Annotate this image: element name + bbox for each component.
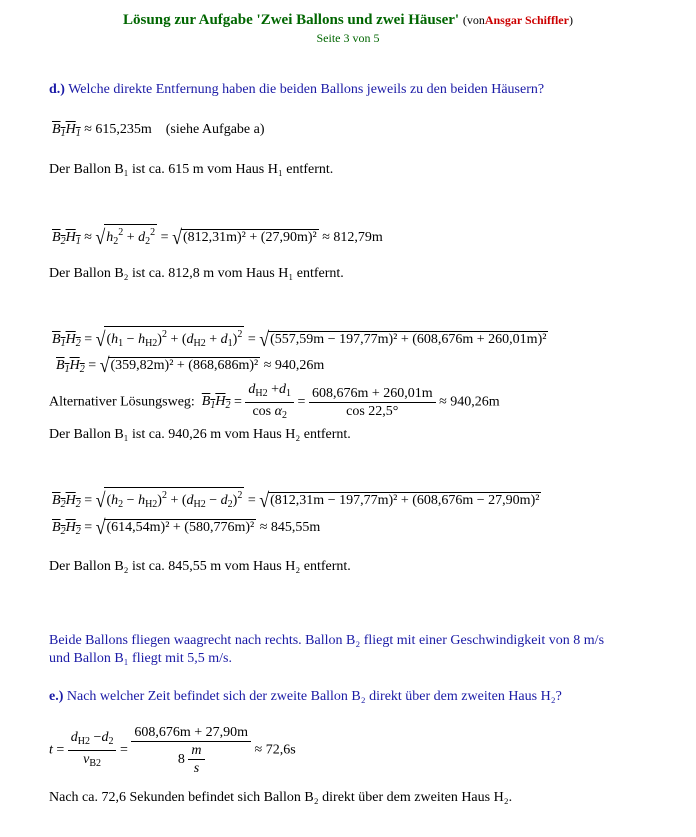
alternative-fraction-numeric: $\frac{608,676m + 260,01m}{\cos 22,5^\circ}$ (309, 385, 436, 420)
result-text-2: Der Ballon B₂ ist ca. 812,8 m vom Haus H₁ entfernt. (49, 266, 344, 281)
result-text-1: Der Ballon B₁ ist ca. 615 m vom Haus H₁ entfernt. (49, 162, 334, 177)
equation-b1h1: $B_1H_1 \approx 615,235m$ (siehe Aufgabe a) (52, 122, 265, 139)
equation-b1h1-value: ≈ 615,235m (84, 122, 152, 137)
question-d-text: Welche direkte Entfernung haben die beiden Ballons jeweils zu den beiden Häusern? (68, 82, 545, 97)
alternative-label: Alternativer Lösungsweg: (49, 394, 195, 410)
equation-b2h2-radicand-2: (614,54m)² + (580,776m)² (106, 520, 255, 535)
equation-time-fraction-numeric: 608,676m + 27,90m 8 $\frac{m}{s}$ (131, 724, 251, 777)
page-number: Seite 3 von 5 (316, 31, 380, 45)
result-text-4: Der Ballon B₂ ist ca. 845,55 m vom Haus H₂ entfernt. (49, 559, 351, 574)
equation-time-fraction-symbolic: $\frac{d_{H2} -d_2}{v_{B2}}$ (68, 729, 117, 772)
page-title (0, 12, 696, 29)
alternative-result: ≈ 940,26m (439, 394, 500, 410)
equation-b2h1: $B_2H_1 \approx √h_2^2 + d_2^2 = √(812,31m)^2 + (27,90m)^2 \approx 812,79m$ (52, 225, 383, 249)
equation-b2h1-radicand: (812,31m)² + (27,90m)² (182, 230, 317, 245)
title-text: Lösung zur Aufgabe 'Zwei Ballons und zwei Häuser' (123, 12, 460, 28)
question-e-text: Nach welcher Zeit befindet sich der zweite Ballon B₂ direkt über dem zweiten Haus H₂? (66, 689, 562, 704)
question-e (49, 689, 562, 705)
result-text-5: Nach ca. 72,6 Sekunden befindet sich Ballon B₂ direkt über dem zweiten Haus H₂. (49, 790, 513, 805)
equation-b2h2-radicand-1: (812,31m − 197,77m)² + (608,676m − 27,90m)² (270, 493, 540, 508)
author-name: Ansgar Schiffler (484, 13, 569, 27)
equation-b2h2-result: ≈ 845,55m (259, 520, 321, 535)
alternative-fraction-symbolic: $\frac{d_{H2} +d_1}{\cos \alpha_2}$ (245, 381, 294, 424)
equation-b2h2-line1: $B_2H_2 = √(h_2 - h_{H2})^2 + (d_{H2} - d_2)^2 = √(812,31m - 197,77m)^2 + (608,676m - 27,90m)^2$ (52, 488, 540, 512)
equation-b2h1-result: ≈ 812,79m (322, 230, 383, 245)
equation-b2h2-line2: $B_2H_2 = √(614,54m)^2 + (580,776m)^2 \approx 845,55m$ (52, 515, 321, 539)
question-e-label: e.) (49, 689, 64, 704)
info-line-1: Beide Ballons fliegen waagrecht nach rechts. Ballon B₂ fliegt mit einer Geschwindigkeit von 8 m/s (49, 633, 605, 648)
equation-b1h1-note: (siehe Aufgabe a) (165, 122, 265, 137)
equation-b1h2-line2: $B_1H_2 = √(359,82m)^2 + (868,686m)^2 \approx 940,26m$ (56, 353, 325, 377)
equation-b1h2-result: ≈ 940,26m (263, 358, 325, 373)
equation-time: t = $\frac{d_{H2} -d_2}{v_{B2}}$ = 608,676m + 27,90m 8 $\frac{m}{s}$ ≈ 72,6s (49, 725, 296, 776)
equation-b1h2-line1: $B_1H_2 = √(h_1 - h_{H2})^2 + (d_{H2} + d_1)^2 = √(557,59m - 197,77m)^2 + (608,676m + 260,01m)^2$ (52, 327, 547, 351)
equation-b1h2-radicand-1: (557,59m − 197,77m)² + (608,676m + 260,01m)² (270, 332, 547, 347)
equation-b1h2-radicand-2: (359,82m)² + (868,686m)² (110, 358, 259, 373)
result-text-3: Der Ballon B₁ ist ca. 940,26 m vom Haus H₂ entfernt. (49, 427, 351, 442)
equation-time-result: ≈ 72,6s (254, 742, 296, 758)
question-d-label: d.) (49, 82, 65, 97)
question-d (49, 82, 544, 98)
author-prefix: (vonAnsgar Schiffler) (462, 13, 573, 27)
alternative-solution: Alternativer Lösungsweg: $B_1H_2$ = $\frac{d_{H2} +d_1}{\cos \alpha_2}$ = $\frac{608,676m + 260,01m}{\cos 22,5^\circ}$ ≈ 940,26m (49, 381, 500, 424)
info-line-2: und Ballon B₁ fliegt mit 5,5 m/s. (49, 651, 232, 666)
